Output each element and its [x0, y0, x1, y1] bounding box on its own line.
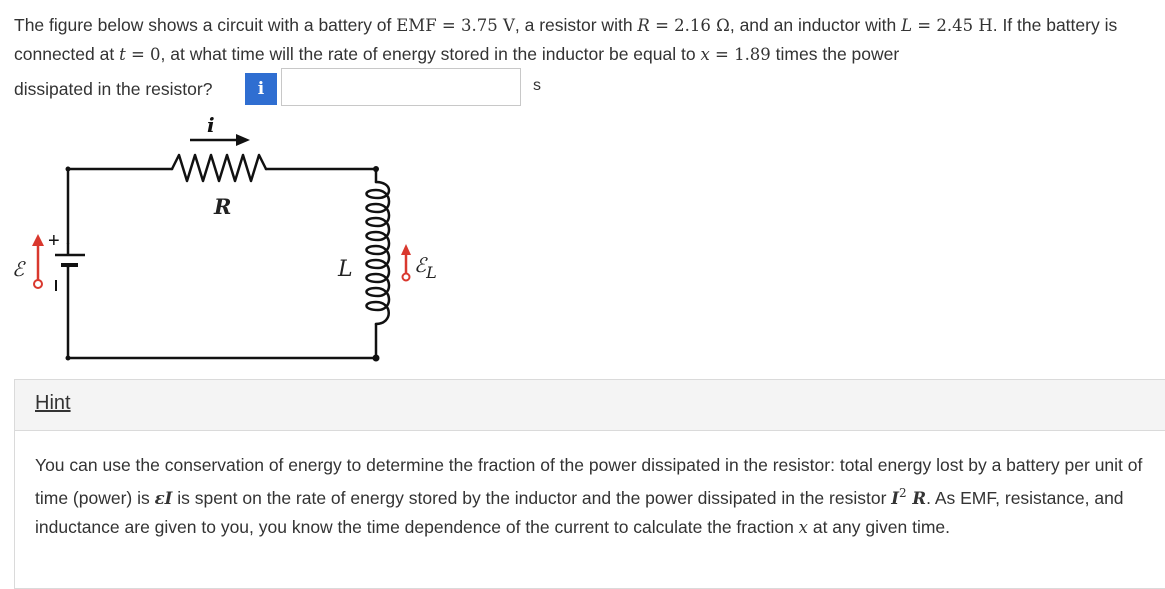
emf-arrow-head [32, 234, 44, 246]
corner-node [66, 167, 71, 172]
corner-node [373, 355, 380, 362]
answer-unit: s [533, 77, 541, 94]
question-segment: . If the battery is connected at [14, 15, 1118, 64]
current-arrow-head [236, 134, 250, 146]
hint-segment: . As EMF, resistance, and inductance are given to you, you know the time dependence of the current to calculate the fraction [35, 487, 1124, 537]
inductor-emf-symbol [414, 253, 437, 282]
inductor-emf-arrow [401, 244, 411, 281]
question-segment: dissipated in the resistor? [14, 78, 213, 99]
corner-node [373, 166, 379, 172]
circuit-diagram [0, 110, 460, 372]
inductance-value: = 2.45 H [912, 16, 993, 35]
emf-label: EMF [396, 16, 437, 35]
emf-arrow-tail [34, 280, 42, 288]
hint-segment: at any given time. [807, 516, 951, 537]
info-icon-glyph: i [257, 79, 265, 99]
inductor-coil [366, 182, 389, 324]
hint-segment: You can use the conservation of energy to determine the fraction of the power dissipated in the resistor: total energy lost by a battery per unit of time (power) is [35, 455, 1143, 508]
inductor-emf-arrow-head [401, 244, 411, 255]
hint-x-symbol: x [798, 517, 808, 537]
hint-link[interactable]: Hint [35, 392, 71, 414]
question-segment: , and an inductor with [729, 15, 902, 35]
battery-plus: + [48, 230, 60, 252]
info-icon[interactable] [245, 73, 277, 105]
hint-text [35, 451, 1160, 542]
current-label: i [207, 113, 215, 137]
hint-panel [14, 379, 1165, 589]
hint-i-symbol: I [891, 488, 899, 508]
resistor-label: R [214, 194, 232, 219]
question-line-3 [14, 71, 212, 107]
question-segment: , at what time will the rate of energy stored in the inductor be equal to [160, 44, 701, 64]
hint-superscript: 2 [898, 486, 907, 500]
inductor-emf-glyph: ℰ [414, 253, 427, 277]
question-segment: , a resistor with [514, 15, 638, 35]
emf-value: = 3.75 V [436, 16, 515, 35]
answer-input[interactable] [281, 68, 521, 106]
resistance-value: = 2.16 Ω [649, 16, 730, 35]
resistor-zigzag [172, 155, 266, 181]
t-value: = 0 [125, 45, 161, 64]
inductor-label: L [338, 257, 353, 282]
emf-symbol: ℰ [12, 257, 25, 281]
corner-node [66, 356, 71, 361]
hint-segment: is spent on the rate of energy stored by the inductor and the power dissipated in the resistor [172, 487, 892, 508]
inductor-emf-arrow-tail [403, 274, 410, 281]
x-symbol: x [700, 45, 710, 64]
r-symbol: R [637, 16, 650, 35]
question-segment: times the power [770, 44, 900, 64]
current-arrow [190, 134, 250, 146]
hint-r-symbol: R [906, 488, 927, 508]
hint-header [15, 380, 1165, 431]
question-segment: The figure below shows a circuit with a battery of [14, 15, 397, 35]
inductor-emf-subscript: L [426, 263, 437, 282]
x-value: = 1.89 [709, 45, 771, 64]
t-symbol: t [119, 45, 126, 64]
emf-arrow [32, 234, 44, 288]
question-text [14, 11, 1154, 69]
l-symbol: L [901, 16, 913, 35]
hint-ei-symbol: εI [154, 488, 173, 508]
